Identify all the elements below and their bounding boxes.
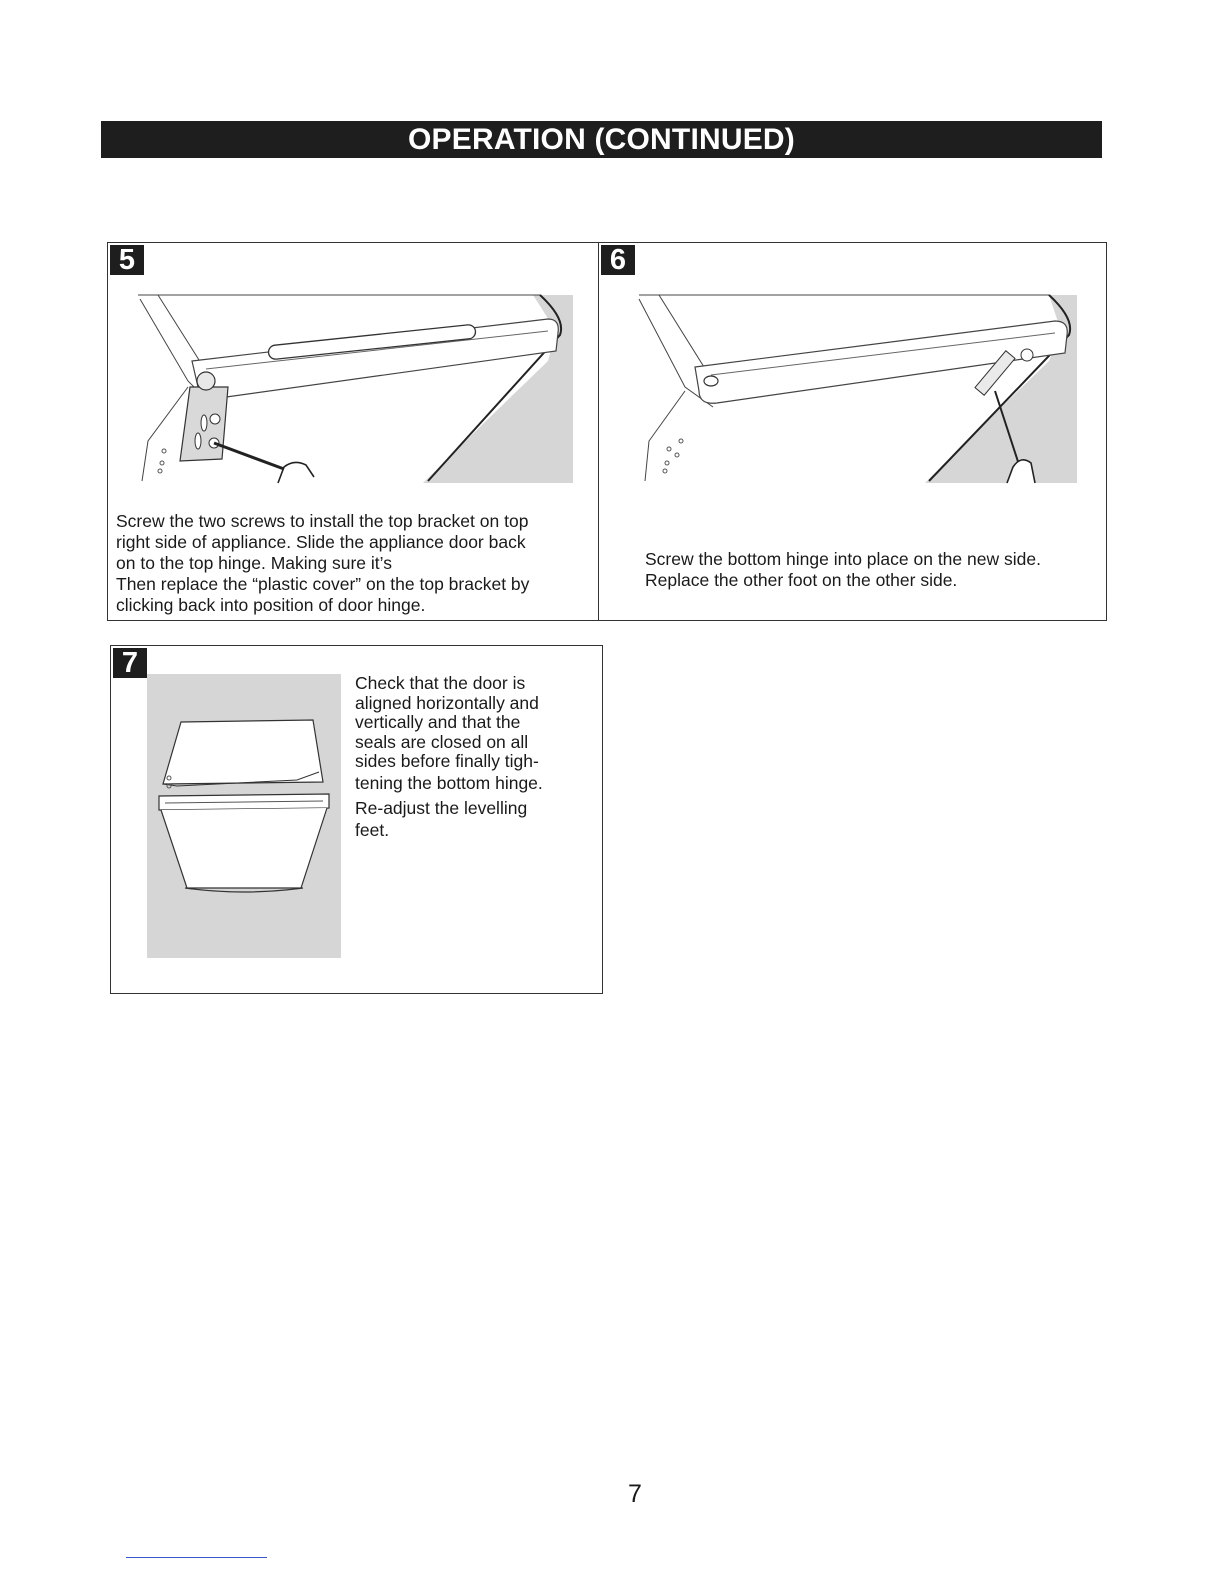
- step-6-caption: Screw the bottom hinge into place on the new side. Replace the other foot on the other side.: [645, 549, 1041, 590]
- step-5-badge: [110, 245, 144, 275]
- step-7-badge: [113, 648, 147, 678]
- step-5-caption: Screw the two screws to install the top bracket on top right side of appliance. Slide the appliance door back on to the top hinge. Making sure it’s Then replace the “plastic cover” on the top bracket by clicking back into position of door hinge.: [116, 511, 530, 615]
- step-6-badge: [601, 245, 635, 275]
- step-7-number: 7: [121, 646, 139, 679]
- step-5-number: 5: [118, 243, 136, 276]
- step-6-number: 6: [609, 243, 627, 276]
- page-number: 7: [628, 1480, 642, 1508]
- step-5-illustration: [128, 291, 598, 491]
- section-title-banner: [101, 121, 1102, 158]
- step-5-panel: [107, 242, 599, 621]
- section-title: OPERATION (CONTINUED): [408, 122, 795, 156]
- step-7-illustration: [147, 674, 341, 958]
- step-7-panel: [110, 645, 603, 994]
- step-6-panel: [598, 242, 1107, 621]
- step-6-illustration: [629, 291, 1079, 491]
- step-7-caption: Check that the door is aligned horizontally and vertically and that the seals are closed on all sides before finally tigh- tening the bottom hinge. Re-adjust the levelling feet.: [355, 673, 543, 841]
- footer-link-underline: [126, 1557, 267, 1558]
